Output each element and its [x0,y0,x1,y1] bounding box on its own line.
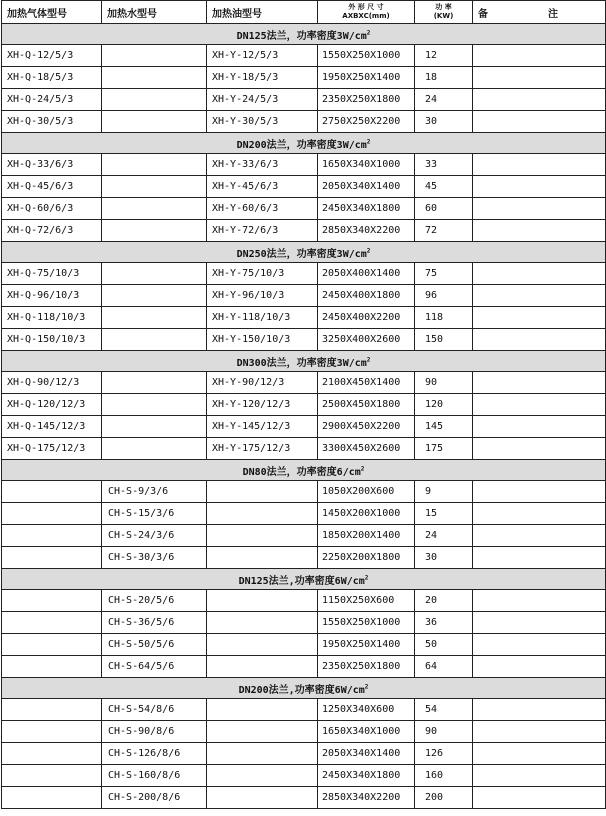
cell-power: 18 [415,67,473,89]
header-remarks-part2: 注 [548,8,558,20]
section-title-text: DN250法兰，功率密度3W/cm [236,248,367,260]
cell-water-model: CH-S-64/5/6 [102,656,207,678]
cell-remarks [473,176,606,198]
cell-remarks [473,372,606,394]
cell-oil-model [207,547,318,569]
table-row [2,503,606,525]
cell-remarks [473,612,606,634]
cell-power: 20 [415,590,473,612]
section-title [2,678,606,699]
cell-remarks [473,743,606,765]
table-row [2,438,606,460]
section-title-superscript: 2 [364,574,369,582]
cell-dimensions: 2050X340X1400 [318,743,415,765]
cell-dimensions: 2450X340X1800 [318,198,415,220]
table-row [2,45,606,67]
cell-gas-model: XH-Q-45/6/3 [2,176,102,198]
cell-gas-model: XH-Q-145/12/3 [2,416,102,438]
cell-gas-model [2,634,102,656]
table-header [2,1,606,24]
cell-gas-model [2,590,102,612]
table-row [2,154,606,176]
cell-remarks [473,285,606,307]
cell-gas-model [2,787,102,809]
cell-oil-model [207,590,318,612]
cell-gas-model: XH-Q-30/5/3 [2,111,102,133]
section-title-superscript: 2 [366,356,371,364]
cell-water-model: CH-S-160/8/6 [102,765,207,787]
table-row [2,89,606,111]
section-title [2,351,606,372]
cell-water-model: CH-S-30/3/6 [102,547,207,569]
cell-oil-model: XH-Y-145/12/3 [207,416,318,438]
section-title-text: DN200法兰,功率密度6W/cm [238,684,365,696]
cell-dimensions: 1850X200X1400 [318,525,415,547]
cell-water-model [102,329,207,351]
cell-power: 33 [415,154,473,176]
cell-power: 24 [415,525,473,547]
cell-water-model [102,372,207,394]
table-row [2,721,606,743]
cell-gas-model: XH-Q-24/5/3 [2,89,102,111]
cell-gas-model [2,699,102,721]
cell-dimensions: 2350X250X1800 [318,656,415,678]
cell-oil-model: XH-Y-18/5/3 [207,67,318,89]
cell-remarks [473,89,606,111]
section-header-row [2,678,606,699]
header-remarks-part1: 备 [478,8,488,20]
cell-remarks [473,787,606,809]
cell-power: 30 [415,547,473,569]
cell-power: 50 [415,634,473,656]
cell-remarks [473,329,606,351]
table-row [2,416,606,438]
header-dimensions-unit: AXBXC(mm) [342,12,390,20]
section-header-row [2,569,606,590]
cell-remarks [473,481,606,503]
cell-dimensions: 2450X400X2200 [318,307,415,329]
cell-power: 15 [415,503,473,525]
cell-power: 9 [415,481,473,503]
cell-oil-model: XH-Y-72/6/3 [207,220,318,242]
heater-spec-table [1,0,606,809]
table-row [2,699,606,721]
section-title [2,24,606,45]
header-power-label: 功 率 [435,3,452,11]
cell-oil-model: XH-Y-150/10/3 [207,329,318,351]
cell-dimensions: 2850X340X2200 [318,220,415,242]
table-row [2,220,606,242]
cell-power: 12 [415,45,473,67]
table-row [2,285,606,307]
cell-water-model [102,89,207,111]
section-title-superscript: 2 [360,465,365,473]
cell-remarks [473,547,606,569]
cell-gas-model: XH-Q-175/12/3 [2,438,102,460]
table-row [2,787,606,809]
header-gas-model: 加热气体型号 [2,1,102,24]
section-title-text: DN300法兰，功率密度3W/cm [236,357,367,369]
cell-power: 64 [415,656,473,678]
cell-gas-model: XH-Q-118/10/3 [2,307,102,329]
cell-dimensions: 1650X340X1000 [318,721,415,743]
cell-gas-model [2,656,102,678]
cell-oil-model: XH-Y-24/5/3 [207,89,318,111]
table-row [2,634,606,656]
cell-gas-model: XH-Q-75/10/3 [2,263,102,285]
cell-water-model: CH-S-54/8/6 [102,699,207,721]
cell-oil-model: XH-Y-30/5/3 [207,111,318,133]
cell-power: 72 [415,220,473,242]
table-row [2,656,606,678]
cell-power: 60 [415,198,473,220]
cell-power: 45 [415,176,473,198]
section-title [2,569,606,590]
cell-water-model: CH-S-36/5/6 [102,612,207,634]
cell-dimensions: 1650X340X1000 [318,154,415,176]
cell-water-model [102,45,207,67]
section-header-row [2,242,606,263]
cell-remarks [473,438,606,460]
cell-dimensions: 2450X400X1800 [318,285,415,307]
cell-dimensions: 2050X340X1400 [318,176,415,198]
cell-water-model [102,220,207,242]
cell-dimensions: 2850X340X2200 [318,787,415,809]
cell-gas-model [2,481,102,503]
header-power [415,1,473,24]
cell-dimensions: 3250X400X2600 [318,329,415,351]
cell-remarks [473,67,606,89]
cell-power: 54 [415,699,473,721]
cell-gas-model: XH-Q-150/10/3 [2,329,102,351]
cell-oil-model [207,612,318,634]
cell-gas-model: XH-Q-18/5/3 [2,67,102,89]
cell-remarks [473,220,606,242]
table-row [2,547,606,569]
cell-remarks [473,307,606,329]
cell-remarks [473,656,606,678]
cell-power: 30 [415,111,473,133]
cell-remarks [473,45,606,67]
cell-water-model [102,111,207,133]
cell-water-model [102,176,207,198]
cell-oil-model [207,787,318,809]
section-title [2,133,606,154]
cell-dimensions: 2100X450X1400 [318,372,415,394]
table-row [2,372,606,394]
section-title [2,460,606,481]
table-row [2,590,606,612]
cell-water-model [102,198,207,220]
cell-remarks [473,416,606,438]
cell-oil-model [207,503,318,525]
table-row [2,743,606,765]
cell-dimensions: 1450X200X1000 [318,503,415,525]
cell-dimensions: 1550X250X1000 [318,45,415,67]
cell-oil-model [207,743,318,765]
cell-gas-model: XH-Q-33/6/3 [2,154,102,176]
cell-remarks [473,198,606,220]
cell-water-model: CH-S-24/3/6 [102,525,207,547]
header-row [2,1,606,24]
cell-gas-model [2,503,102,525]
table-row [2,111,606,133]
cell-remarks [473,634,606,656]
cell-gas-model: XH-Q-120/12/3 [2,394,102,416]
cell-remarks [473,394,606,416]
cell-oil-model: XH-Y-96/10/3 [207,285,318,307]
cell-oil-model: XH-Y-12/5/3 [207,45,318,67]
cell-power: 126 [415,743,473,765]
cell-gas-model: XH-Q-90/12/3 [2,372,102,394]
cell-water-model: CH-S-90/8/6 [102,721,207,743]
cell-gas-model [2,547,102,569]
cell-oil-model [207,525,318,547]
table-row [2,329,606,351]
cell-power: 90 [415,721,473,743]
cell-dimensions: 2750X250X2200 [318,111,415,133]
header-remarks [473,1,606,24]
cell-dimensions: 1250X340X600 [318,699,415,721]
cell-remarks [473,525,606,547]
cell-oil-model [207,481,318,503]
cell-power: 75 [415,263,473,285]
section-header-row [2,24,606,45]
cell-dimensions: 2350X250X1800 [318,89,415,111]
cell-remarks [473,503,606,525]
cell-remarks [473,765,606,787]
table-row [2,67,606,89]
cell-oil-model: XH-Y-45/6/3 [207,176,318,198]
cell-oil-model: XH-Y-90/12/3 [207,372,318,394]
cell-dimensions: 1050X200X600 [318,481,415,503]
cell-gas-model [2,525,102,547]
section-header-row [2,133,606,154]
section-title-text: DN200法兰，功率密度3W/cm [236,139,367,151]
cell-gas-model: XH-Q-96/10/3 [2,285,102,307]
cell-power: 118 [415,307,473,329]
cell-oil-model [207,634,318,656]
table-row [2,481,606,503]
section-header-row [2,460,606,481]
cell-power: 200 [415,787,473,809]
cell-power: 96 [415,285,473,307]
table-body [2,24,606,809]
section-header-row [2,351,606,372]
cell-water-model [102,154,207,176]
cell-remarks [473,111,606,133]
cell-remarks [473,263,606,285]
cell-gas-model [2,721,102,743]
cell-dimensions: 1950X250X1400 [318,67,415,89]
cell-gas-model [2,612,102,634]
cell-dimensions: 1550X250X1000 [318,612,415,634]
section-title-superscript: 2 [366,138,371,146]
cell-oil-model: XH-Y-75/10/3 [207,263,318,285]
cell-water-model [102,307,207,329]
cell-gas-model [2,743,102,765]
cell-dimensions: 2450X340X1800 [318,765,415,787]
cell-oil-model: XH-Y-118/10/3 [207,307,318,329]
cell-power: 24 [415,89,473,111]
header-oil-model: 加热油型号 [207,1,318,24]
cell-dimensions: 2050X400X1400 [318,263,415,285]
table-row [2,198,606,220]
cell-oil-model: XH-Y-175/12/3 [207,438,318,460]
table-row [2,612,606,634]
cell-water-model: CH-S-9/3/6 [102,481,207,503]
cell-water-model [102,67,207,89]
cell-water-model: CH-S-15/3/6 [102,503,207,525]
cell-water-model [102,416,207,438]
section-title-superscript: 2 [366,29,371,37]
header-dimensions [318,1,415,24]
cell-gas-model: XH-Q-12/5/3 [2,45,102,67]
section-title [2,242,606,263]
cell-remarks [473,721,606,743]
cell-oil-model [207,699,318,721]
cell-power: 175 [415,438,473,460]
cell-power: 145 [415,416,473,438]
cell-dimensions: 2900X450X2200 [318,416,415,438]
cell-oil-model: XH-Y-60/6/3 [207,198,318,220]
cell-water-model: CH-S-50/5/6 [102,634,207,656]
cell-dimensions: 3300X450X2600 [318,438,415,460]
header-dimensions-label: 外 形 尺 寸 [348,3,384,11]
section-title-superscript: 2 [366,247,371,255]
cell-oil-model [207,765,318,787]
table-row [2,307,606,329]
section-title-text: DN125法兰，功率密度3W/cm [236,30,367,42]
cell-remarks [473,590,606,612]
cell-dimensions: 2250X200X1800 [318,547,415,569]
cell-oil-model [207,721,318,743]
section-title-superscript: 2 [364,683,369,691]
cell-dimensions: 1150X250X600 [318,590,415,612]
section-title-text: DN125法兰,功率密度6W/cm [238,575,365,587]
header-water-model: 加热水型号 [102,1,207,24]
table-row [2,263,606,285]
cell-remarks [473,699,606,721]
cell-power: 90 [415,372,473,394]
cell-power: 36 [415,612,473,634]
cell-power: 160 [415,765,473,787]
cell-gas-model: XH-Q-60/6/3 [2,198,102,220]
cell-power: 120 [415,394,473,416]
cell-water-model [102,438,207,460]
header-power-unit: (KW) [433,12,454,20]
cell-water-model [102,285,207,307]
cell-oil-model [207,656,318,678]
cell-oil-model: XH-Y-120/12/3 [207,394,318,416]
cell-power: 150 [415,329,473,351]
cell-gas-model [2,765,102,787]
cell-water-model: CH-S-20/5/6 [102,590,207,612]
cell-water-model [102,263,207,285]
cell-oil-model: XH-Y-33/6/3 [207,154,318,176]
table-row [2,765,606,787]
cell-water-model: CH-S-200/8/6 [102,787,207,809]
table-row [2,394,606,416]
cell-water-model: CH-S-126/8/6 [102,743,207,765]
section-title-text: DN80法兰，功率密度6/cm [242,466,361,478]
cell-gas-model: XH-Q-72/6/3 [2,220,102,242]
cell-remarks [473,154,606,176]
table-row [2,176,606,198]
cell-water-model [102,394,207,416]
cell-dimensions: 1950X250X1400 [318,634,415,656]
table-row [2,525,606,547]
cell-dimensions: 2500X450X1800 [318,394,415,416]
